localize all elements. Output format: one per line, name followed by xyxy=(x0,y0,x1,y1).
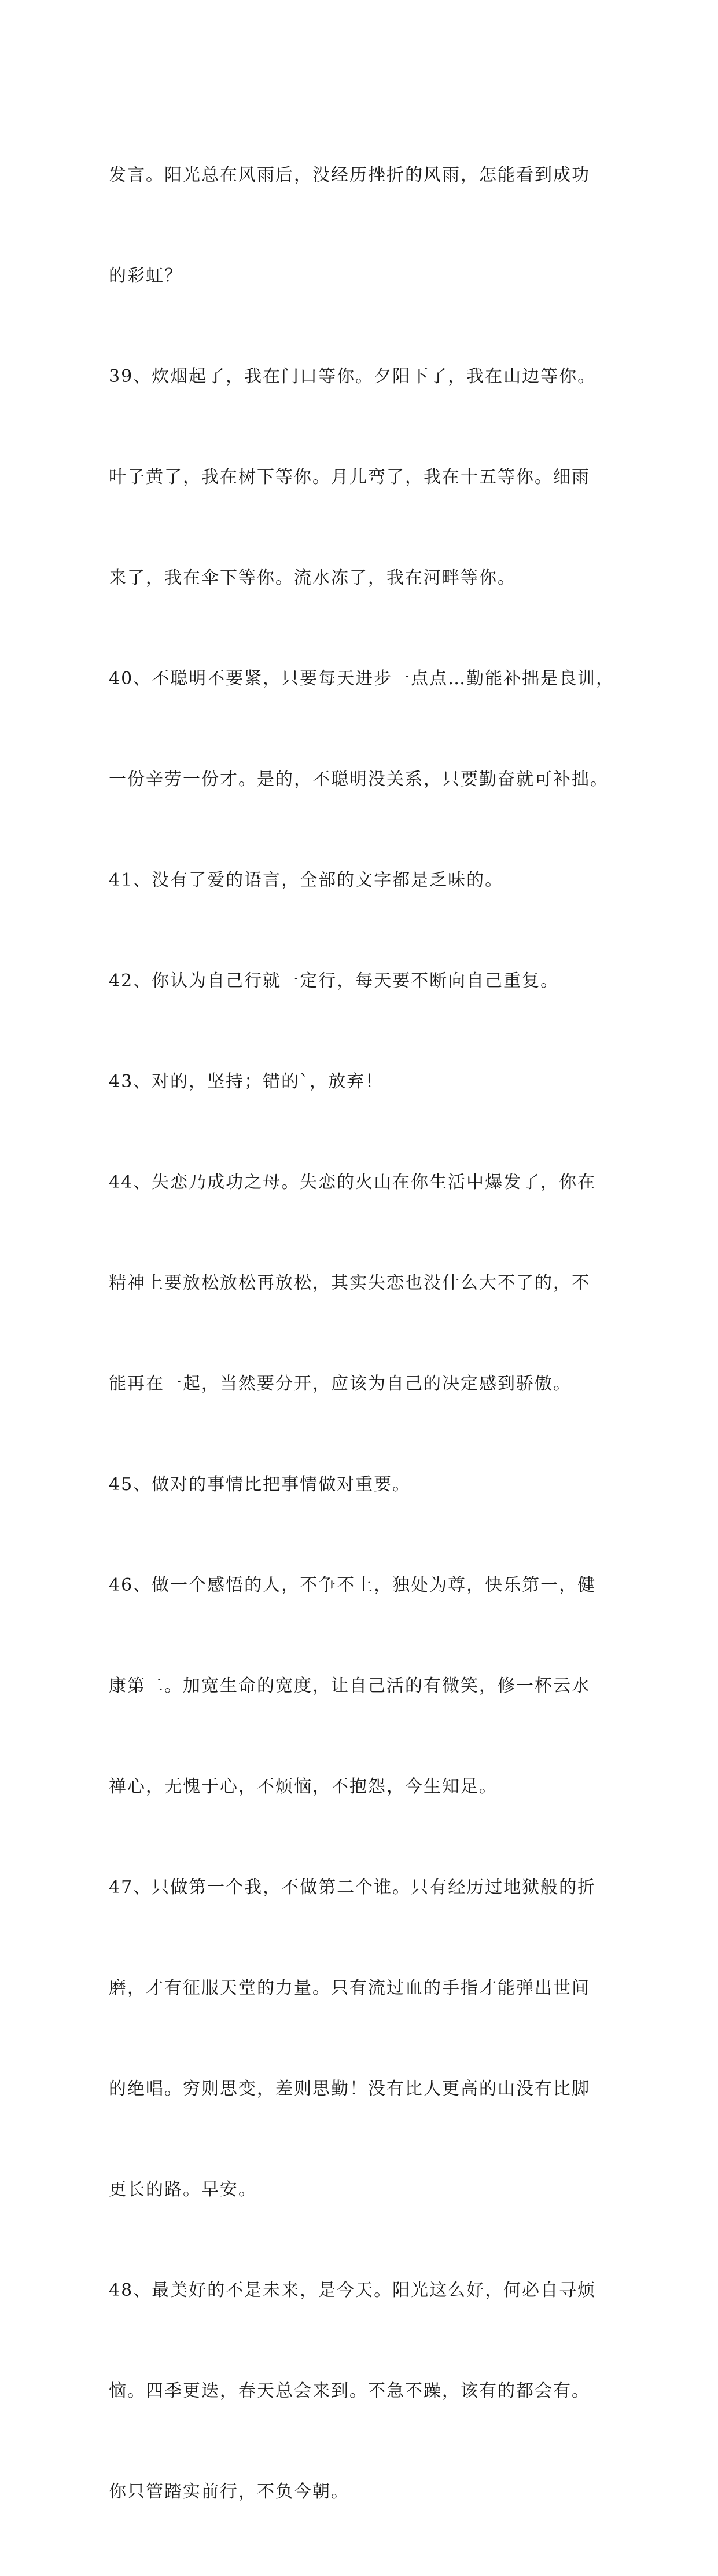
text-line: 39、炊烟起了，我在门口等你。夕阳下了，我在山边等你。 xyxy=(109,366,597,387)
text-line: 40、不聪明不要紧，只要每天进步一点点…勤能补拙是良训， xyxy=(109,669,615,689)
text-line: 恼。四季更迭，春天总会来到。不急不躁，该有的都会有。 xyxy=(109,2381,590,2401)
text-line: 的绝唱。穷则思变，差则思勤！没有比人更高的山没有比脚 xyxy=(109,2079,590,2099)
text-line: 发言。阳光总在风雨后，没经历挫折的风雨，怎能看到成功 xyxy=(109,165,590,185)
text-line: 43、对的，坚持；错的`，放弃！ xyxy=(109,1072,384,1092)
text-line: 42、你认为自己行就一定行，每天要不断向自己重复。 xyxy=(109,971,559,991)
text-line: 41、没有了爱的语言，全部的文字都是乏味的。 xyxy=(109,870,504,890)
text-line: 44、失恋乃成功之母。失恋的火山在你生活中爆发了，你在 xyxy=(109,1172,597,1192)
text-line: 精神上要放松放松再放松，其实失恋也没什么大不了的，不 xyxy=(109,1273,590,1293)
text-line: 45、做对的事情比把事情做对重要。 xyxy=(109,1474,411,1495)
text-line: 46、做一个感悟的人，不争不上，独处为尊，快乐第一，健 xyxy=(109,1575,597,1595)
text-line: 叶子黄了，我在树下等你。月儿弯了，我在十五等你。细雨 xyxy=(109,467,590,487)
text-line: 一份辛劳一份才。是的，不聪明没关系，只要勤奋就可补拙。 xyxy=(109,769,609,790)
text-line: 的彩虹？ xyxy=(109,266,183,286)
text-line: 康第二。加宽生命的宽度，让自己活的有微笑，修一杯云水 xyxy=(109,1676,590,1696)
text-line: 磨，才有征服天堂的力量。只有流过血的手指才能弹出世间 xyxy=(109,1978,590,1998)
text-line: 能再在一起，当然要分开，应该为自己的决定感到骄傲。 xyxy=(109,1374,572,1394)
text-line: 更长的路。早安。 xyxy=(109,2179,257,2200)
text-line: 你只管踏实前行，不负今朝。 xyxy=(109,2482,349,2502)
text-line: 48、最美好的不是未来，是今天。阳光这么好，何必自寻烦 xyxy=(109,2280,597,2300)
text-line: 来了，我在伞下等你。流水冻了，我在河畔等你。 xyxy=(109,568,516,588)
text-line: 禅心，无愧于心，不烦恼，不抱怨，今生知足。 xyxy=(109,1777,498,1797)
document-body xyxy=(109,91,618,2576)
text-line: 47、只做第一个我，不做第二个谁。只有经历过地狱般的折 xyxy=(109,1877,597,1898)
